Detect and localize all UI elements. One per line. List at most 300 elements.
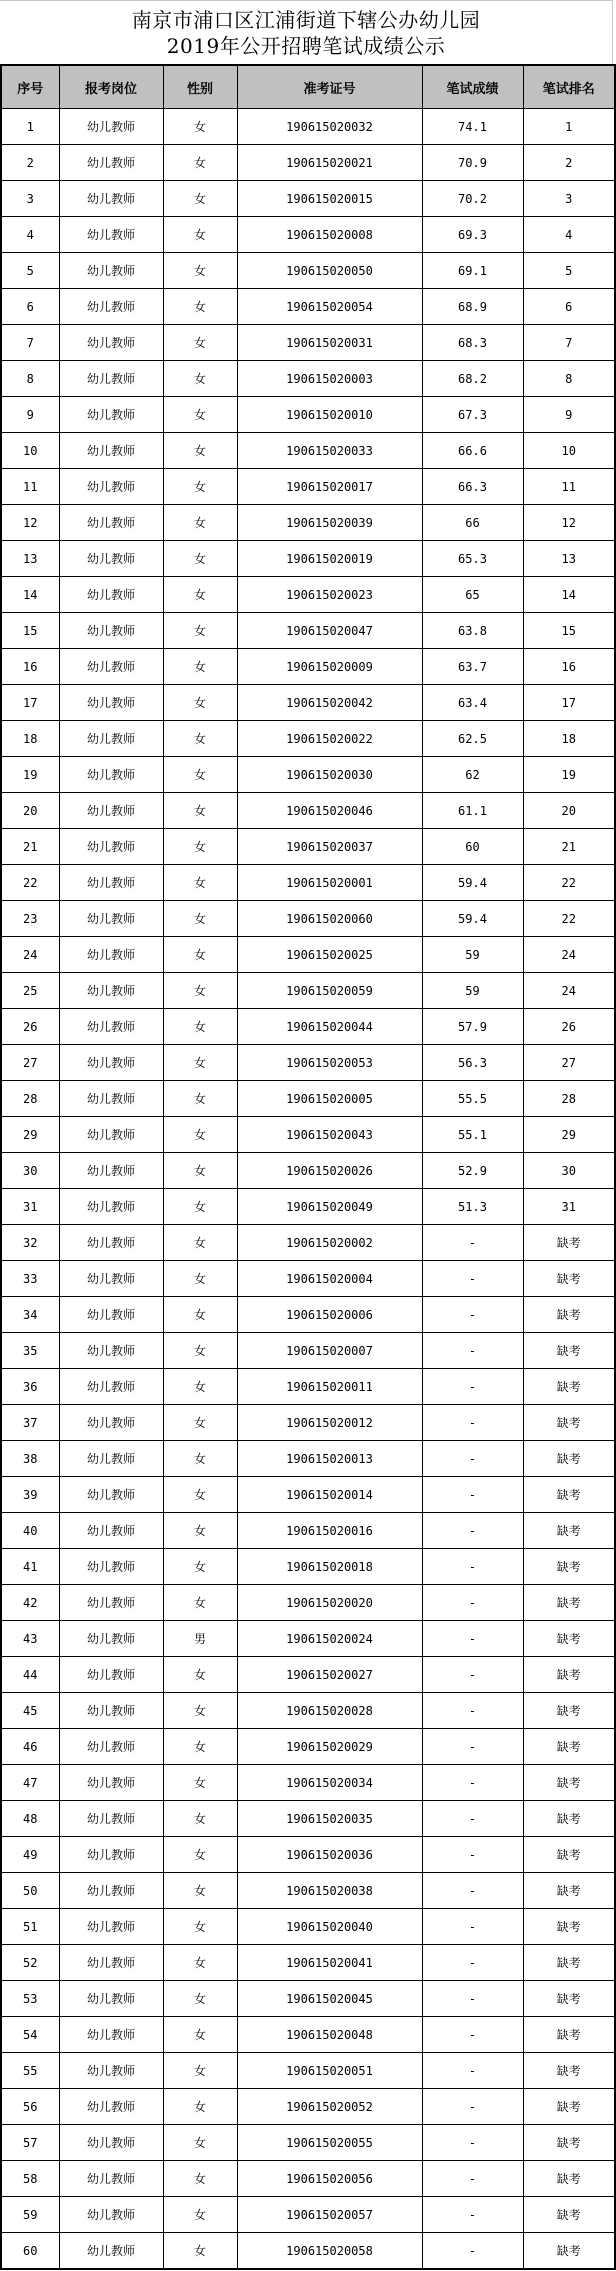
cell-score: - — [422, 1693, 523, 1729]
cell-score: - — [422, 1405, 523, 1441]
cell-seq: 24 — [1, 937, 59, 973]
cell-gender: 女 — [163, 721, 237, 757]
cell-score: 68.2 — [422, 361, 523, 397]
table-row — [1, 2053, 615, 2089]
cell-gender: 女 — [163, 181, 237, 217]
cell-score: - — [422, 1585, 523, 1621]
cell-position: 幼儿教师 — [59, 505, 163, 541]
cell-score: - — [422, 1837, 523, 1873]
cell-ticket-no: 190615020037 — [237, 829, 422, 865]
cell-ticket-no: 190615020041 — [237, 1945, 422, 1981]
cell-seq: 6 — [1, 289, 59, 325]
table-row — [1, 397, 615, 433]
table-row — [1, 973, 615, 1009]
cell-seq: 16 — [1, 649, 59, 685]
table-row — [1, 1513, 615, 1549]
table-row — [1, 1081, 615, 1117]
cell-rank: 缺考 — [523, 1981, 615, 2017]
cell-position: 幼儿教师 — [59, 181, 163, 217]
cell-gender: 女 — [163, 1801, 237, 1837]
cell-position: 幼儿教师 — [59, 1477, 163, 1513]
cell-gender: 女 — [163, 1729, 237, 1765]
cell-ticket-no: 190615020014 — [237, 1477, 422, 1513]
cell-seq: 17 — [1, 685, 59, 721]
cell-ticket-no: 190615020005 — [237, 1081, 422, 1117]
table-row — [1, 361, 615, 397]
cell-seq: 34 — [1, 1297, 59, 1333]
cell-position: 幼儿教师 — [59, 2197, 163, 2233]
table-body — [1, 109, 615, 2270]
cell-position: 幼儿教师 — [59, 1153, 163, 1189]
cell-score: 65.3 — [422, 541, 523, 577]
cell-gender: 女 — [163, 1333, 237, 1369]
cell-score: 52.9 — [422, 1153, 523, 1189]
cell-gender: 女 — [163, 613, 237, 649]
cell-rank: 缺考 — [523, 1945, 615, 1981]
cell-position: 幼儿教师 — [59, 721, 163, 757]
cell-seq: 51 — [1, 1909, 59, 1945]
cell-rank: 缺考 — [523, 1513, 615, 1549]
cell-score: 62 — [422, 757, 523, 793]
cell-ticket-no: 190615020006 — [237, 1297, 422, 1333]
table-row — [1, 109, 615, 145]
header-seq: 序号 — [1, 65, 59, 109]
cell-seq: 28 — [1, 1081, 59, 1117]
cell-ticket-no: 190615020049 — [237, 1189, 422, 1225]
cell-position: 幼儿教师 — [59, 793, 163, 829]
cell-seq: 33 — [1, 1261, 59, 1297]
cell-position: 幼儿教师 — [59, 1225, 163, 1261]
cell-seq: 5 — [1, 253, 59, 289]
cell-rank: 4 — [523, 217, 615, 253]
cell-score: - — [422, 1225, 523, 1261]
cell-gender: 女 — [163, 1945, 237, 1981]
cell-ticket-no: 190615020013 — [237, 1441, 422, 1477]
cell-score: - — [422, 2053, 523, 2089]
table-row — [1, 2233, 615, 2270]
cell-seq: 29 — [1, 1117, 59, 1153]
table-row — [1, 649, 615, 685]
cell-gender: 女 — [163, 217, 237, 253]
cell-score: - — [422, 1477, 523, 1513]
table-row — [1, 1693, 615, 1729]
table-row — [1, 1873, 615, 1909]
cell-seq: 47 — [1, 1765, 59, 1801]
table-row — [1, 1297, 615, 1333]
table-row — [1, 685, 615, 721]
cell-position: 幼儿教师 — [59, 1513, 163, 1549]
cell-position: 幼儿教师 — [59, 2017, 163, 2053]
cell-rank: 10 — [523, 433, 615, 469]
cell-score: - — [422, 1765, 523, 1801]
cell-seq: 41 — [1, 1549, 59, 1585]
cell-rank: 缺考 — [523, 1261, 615, 1297]
cell-seq: 25 — [1, 973, 59, 1009]
cell-rank: 缺考 — [523, 1837, 615, 1873]
cell-position: 幼儿教师 — [59, 1081, 163, 1117]
cell-score: 70.9 — [422, 145, 523, 181]
cell-gender: 女 — [163, 685, 237, 721]
cell-seq: 38 — [1, 1441, 59, 1477]
cell-seq: 40 — [1, 1513, 59, 1549]
table-row — [1, 1153, 615, 1189]
cell-rank: 缺考 — [523, 2053, 615, 2089]
cell-position: 幼儿教师 — [59, 109, 163, 145]
cell-seq: 18 — [1, 721, 59, 757]
cell-position: 幼儿教师 — [59, 253, 163, 289]
cell-rank: 31 — [523, 1189, 615, 1225]
cell-seq: 42 — [1, 1585, 59, 1621]
cell-position: 幼儿教师 — [59, 649, 163, 685]
cell-gender: 女 — [163, 577, 237, 613]
cell-position: 幼儿教师 — [59, 2125, 163, 2161]
cell-position: 幼儿教师 — [59, 1909, 163, 1945]
cell-rank: 16 — [523, 649, 615, 685]
cell-gender: 女 — [163, 1765, 237, 1801]
cell-gender: 女 — [163, 2197, 237, 2233]
cell-score: 74.1 — [422, 109, 523, 145]
cell-seq: 12 — [1, 505, 59, 541]
cell-rank: 缺考 — [523, 1549, 615, 1585]
cell-ticket-no: 190615020021 — [237, 145, 422, 181]
cell-gender: 女 — [163, 2053, 237, 2089]
cell-score: - — [422, 1549, 523, 1585]
cell-score: 69.3 — [422, 217, 523, 253]
cell-score: - — [422, 1873, 523, 1909]
cell-seq: 56 — [1, 2089, 59, 2125]
cell-score: 51.3 — [422, 1189, 523, 1225]
cell-gender: 女 — [163, 145, 237, 181]
cell-gender: 女 — [163, 1369, 237, 1405]
cell-rank: 26 — [523, 1009, 615, 1045]
cell-rank: 1 — [523, 109, 615, 145]
table-row — [1, 1657, 615, 1693]
cell-position: 幼儿教师 — [59, 145, 163, 181]
cell-ticket-no: 190615020042 — [237, 685, 422, 721]
cell-ticket-no: 190615020051 — [237, 2053, 422, 2089]
cell-gender: 女 — [163, 505, 237, 541]
cell-score: - — [422, 2233, 523, 2270]
cell-ticket-no: 190615020046 — [237, 793, 422, 829]
cell-score: - — [422, 1513, 523, 1549]
cell-gender: 女 — [163, 1873, 237, 1909]
cell-position: 幼儿教师 — [59, 937, 163, 973]
cell-rank: 13 — [523, 541, 615, 577]
header-score: 笔试成绩 — [422, 65, 523, 109]
cell-seq: 39 — [1, 1477, 59, 1513]
cell-rank: 缺考 — [523, 2089, 615, 2125]
cell-position: 幼儿教师 — [59, 901, 163, 937]
cell-score: 63.7 — [422, 649, 523, 685]
cell-rank: 缺考 — [523, 1621, 615, 1657]
cell-seq: 14 — [1, 577, 59, 613]
cell-ticket-no: 190615020020 — [237, 1585, 422, 1621]
cell-rank: 缺考 — [523, 1801, 615, 1837]
cell-position: 幼儿教师 — [59, 1261, 163, 1297]
cell-ticket-no: 190615020032 — [237, 109, 422, 145]
cell-score: 67.3 — [422, 397, 523, 433]
cell-ticket-no: 190615020024 — [237, 1621, 422, 1657]
cell-ticket-no: 190615020022 — [237, 721, 422, 757]
cell-rank: 缺考 — [523, 1333, 615, 1369]
cell-score: - — [422, 1981, 523, 2017]
cell-ticket-no: 190615020001 — [237, 865, 422, 901]
cell-ticket-no: 190615020023 — [237, 577, 422, 613]
cell-ticket-no: 190615020052 — [237, 2089, 422, 2125]
cell-position: 幼儿教师 — [59, 217, 163, 253]
cell-rank: 缺考 — [523, 2125, 615, 2161]
cell-rank: 17 — [523, 685, 615, 721]
table-row — [1, 145, 615, 181]
cell-rank: 缺考 — [523, 1765, 615, 1801]
cell-seq: 20 — [1, 793, 59, 829]
cell-position: 幼儿教师 — [59, 1729, 163, 1765]
cell-seq: 49 — [1, 1837, 59, 1873]
cell-seq: 37 — [1, 1405, 59, 1441]
table-row — [1, 289, 615, 325]
cell-gender: 女 — [163, 2125, 237, 2161]
cell-ticket-no: 190615020035 — [237, 1801, 422, 1837]
cell-rank: 缺考 — [523, 1585, 615, 1621]
cell-seq: 4 — [1, 217, 59, 253]
cell-position: 幼儿教师 — [59, 2089, 163, 2125]
cell-gender: 女 — [163, 1297, 237, 1333]
cell-ticket-no: 190615020048 — [237, 2017, 422, 2053]
cell-rank: 6 — [523, 289, 615, 325]
table-row — [1, 2125, 615, 2161]
table-row — [1, 1405, 615, 1441]
cell-ticket-no: 190615020030 — [237, 757, 422, 793]
cell-score: 60 — [422, 829, 523, 865]
cell-rank: 缺考 — [523, 1693, 615, 1729]
table-row — [1, 1801, 615, 1837]
cell-score: 63.8 — [422, 613, 523, 649]
cell-gender: 女 — [163, 649, 237, 685]
cell-position: 幼儿教师 — [59, 1945, 163, 1981]
cell-ticket-no: 190615020010 — [237, 397, 422, 433]
cell-gender: 女 — [163, 1549, 237, 1585]
cell-ticket-no: 190615020059 — [237, 973, 422, 1009]
cell-gender: 男 — [163, 1621, 237, 1657]
cell-score: - — [422, 1621, 523, 1657]
cell-seq: 11 — [1, 469, 59, 505]
cell-position: 幼儿教师 — [59, 361, 163, 397]
cell-score: 68.9 — [422, 289, 523, 325]
cell-gender: 女 — [163, 1009, 237, 1045]
cell-ticket-no: 190615020003 — [237, 361, 422, 397]
cell-ticket-no: 190615020031 — [237, 325, 422, 361]
cell-gender: 女 — [163, 1117, 237, 1153]
table-row — [1, 217, 615, 253]
cell-position: 幼儿教师 — [59, 973, 163, 1009]
cell-position: 幼儿教师 — [59, 2053, 163, 2089]
cell-gender: 女 — [163, 1081, 237, 1117]
cell-score: - — [422, 1909, 523, 1945]
cell-rank: 缺考 — [523, 1729, 615, 1765]
table-row — [1, 1225, 615, 1261]
table-row — [1, 505, 615, 541]
cell-seq: 27 — [1, 1045, 59, 1081]
cell-ticket-no: 190615020053 — [237, 1045, 422, 1081]
cell-gender: 女 — [163, 1477, 237, 1513]
cell-rank: 缺考 — [523, 1225, 615, 1261]
cell-ticket-no: 190615020025 — [237, 937, 422, 973]
cell-gender: 女 — [163, 1261, 237, 1297]
cell-gender: 女 — [163, 1045, 237, 1081]
cell-ticket-no: 190615020039 — [237, 505, 422, 541]
cell-rank: 9 — [523, 397, 615, 433]
cell-rank: 缺考 — [523, 2161, 615, 2197]
table-row — [1, 1729, 615, 1765]
cell-position: 幼儿教师 — [59, 1117, 163, 1153]
cell-rank: 27 — [523, 1045, 615, 1081]
cell-gender: 女 — [163, 757, 237, 793]
cell-rank: 28 — [523, 1081, 615, 1117]
cell-seq: 46 — [1, 1729, 59, 1765]
cell-position: 幼儿教师 — [59, 1009, 163, 1045]
cell-seq: 35 — [1, 1333, 59, 1369]
cell-seq: 1 — [1, 109, 59, 145]
cell-rank: 2 — [523, 145, 615, 181]
cell-rank: 29 — [523, 1117, 615, 1153]
cell-ticket-no: 190615020027 — [237, 1657, 422, 1693]
table-row — [1, 541, 615, 577]
cell-ticket-no: 190615020028 — [237, 1693, 422, 1729]
cell-ticket-no: 190615020060 — [237, 901, 422, 937]
cell-seq: 22 — [1, 865, 59, 901]
cell-position: 幼儿教师 — [59, 325, 163, 361]
cell-ticket-no: 190615020054 — [237, 289, 422, 325]
title-line-1: 南京市浦口区江浦街道下辖公办幼儿园 — [131, 7, 481, 32]
table-row — [1, 181, 615, 217]
cell-ticket-no: 190615020056 — [237, 2161, 422, 2197]
cell-seq: 52 — [1, 1945, 59, 1981]
table-row — [1, 1585, 615, 1621]
cell-gender: 女 — [163, 361, 237, 397]
cell-rank: 22 — [523, 901, 615, 937]
cell-rank: 8 — [523, 361, 615, 397]
header-gender: 性别 — [163, 65, 237, 109]
cell-ticket-no: 190615020036 — [237, 1837, 422, 1873]
cell-ticket-no: 190615020040 — [237, 1909, 422, 1945]
cell-gender: 女 — [163, 793, 237, 829]
cell-ticket-no: 190615020011 — [237, 1369, 422, 1405]
cell-ticket-no: 190615020017 — [237, 469, 422, 505]
cell-gender: 女 — [163, 1585, 237, 1621]
cell-position: 幼儿教师 — [59, 1873, 163, 1909]
table-row — [1, 2161, 615, 2197]
cell-ticket-no: 190615020016 — [237, 1513, 422, 1549]
cell-ticket-no: 190615020015 — [237, 181, 422, 217]
cell-gender: 女 — [163, 325, 237, 361]
cell-position: 幼儿教师 — [59, 1189, 163, 1225]
cell-seq: 45 — [1, 1693, 59, 1729]
cell-score: 66.3 — [422, 469, 523, 505]
cell-seq: 8 — [1, 361, 59, 397]
cell-position: 幼儿教师 — [59, 1981, 163, 2017]
cell-ticket-no: 190615020018 — [237, 1549, 422, 1585]
cell-position: 幼儿教师 — [59, 577, 163, 613]
cell-position: 幼儿教师 — [59, 1297, 163, 1333]
cell-rank: 缺考 — [523, 1909, 615, 1945]
cell-ticket-no: 190615020019 — [237, 541, 422, 577]
cell-seq: 32 — [1, 1225, 59, 1261]
cell-score: 56.3 — [422, 1045, 523, 1081]
table-row — [1, 2197, 615, 2233]
header-rank: 笔试排名 — [523, 65, 615, 109]
cell-position: 幼儿教师 — [59, 1441, 163, 1477]
cell-seq: 60 — [1, 2233, 59, 2270]
cell-ticket-no: 190615020047 — [237, 613, 422, 649]
cell-position: 幼儿教师 — [59, 1621, 163, 1657]
cell-score: 59 — [422, 973, 523, 1009]
cell-seq: 2 — [1, 145, 59, 181]
cell-position: 幼儿教师 — [59, 2233, 163, 2270]
cell-seq: 43 — [1, 1621, 59, 1657]
cell-ticket-no: 190615020012 — [237, 1405, 422, 1441]
cell-gender: 女 — [163, 469, 237, 505]
table-row — [1, 1477, 615, 1513]
cell-seq: 30 — [1, 1153, 59, 1189]
cell-position: 幼儿教师 — [59, 1333, 163, 1369]
cell-seq: 13 — [1, 541, 59, 577]
cell-rank: 11 — [523, 469, 615, 505]
cell-score: - — [422, 1369, 523, 1405]
table-row — [1, 757, 615, 793]
title-line-2: 2019年公开招聘笔试成绩公示 — [166, 33, 446, 58]
cell-position: 幼儿教师 — [59, 685, 163, 721]
cell-gender: 女 — [163, 1657, 237, 1693]
cell-ticket-no: 190615020044 — [237, 1009, 422, 1045]
cell-position: 幼儿教师 — [59, 1657, 163, 1693]
cell-score: 55.5 — [422, 1081, 523, 1117]
table-row — [1, 1945, 615, 1981]
table-row — [1, 469, 615, 505]
table-row — [1, 1045, 615, 1081]
cell-score: 65 — [422, 577, 523, 613]
table-row — [1, 1837, 615, 1873]
header-row — [1, 65, 615, 109]
cell-score: - — [422, 1297, 523, 1333]
cell-gender: 女 — [163, 433, 237, 469]
cell-seq: 58 — [1, 2161, 59, 2197]
cell-gender: 女 — [163, 397, 237, 433]
cell-gender: 女 — [163, 937, 237, 973]
cell-position: 幼儿教师 — [59, 469, 163, 505]
cell-seq: 53 — [1, 1981, 59, 2017]
cell-position: 幼儿教师 — [59, 433, 163, 469]
cell-score: 63.4 — [422, 685, 523, 721]
cell-rank: 缺考 — [523, 1657, 615, 1693]
header-position: 报考岗位 — [59, 65, 163, 109]
cell-position: 幼儿教师 — [59, 289, 163, 325]
cell-gender: 女 — [163, 109, 237, 145]
cell-seq: 48 — [1, 1801, 59, 1837]
cell-ticket-no: 190615020033 — [237, 433, 422, 469]
table-row — [1, 577, 615, 613]
cell-rank: 缺考 — [523, 1441, 615, 1477]
cell-gender: 女 — [163, 865, 237, 901]
cell-seq: 36 — [1, 1369, 59, 1405]
cell-seq: 50 — [1, 1873, 59, 1909]
cell-rank: 24 — [523, 973, 615, 1009]
cell-seq: 31 — [1, 1189, 59, 1225]
cell-seq: 44 — [1, 1657, 59, 1693]
cell-rank: 缺考 — [523, 2197, 615, 2233]
cell-gender: 女 — [163, 973, 237, 1009]
cell-ticket-no: 190615020034 — [237, 1765, 422, 1801]
cell-gender: 女 — [163, 901, 237, 937]
